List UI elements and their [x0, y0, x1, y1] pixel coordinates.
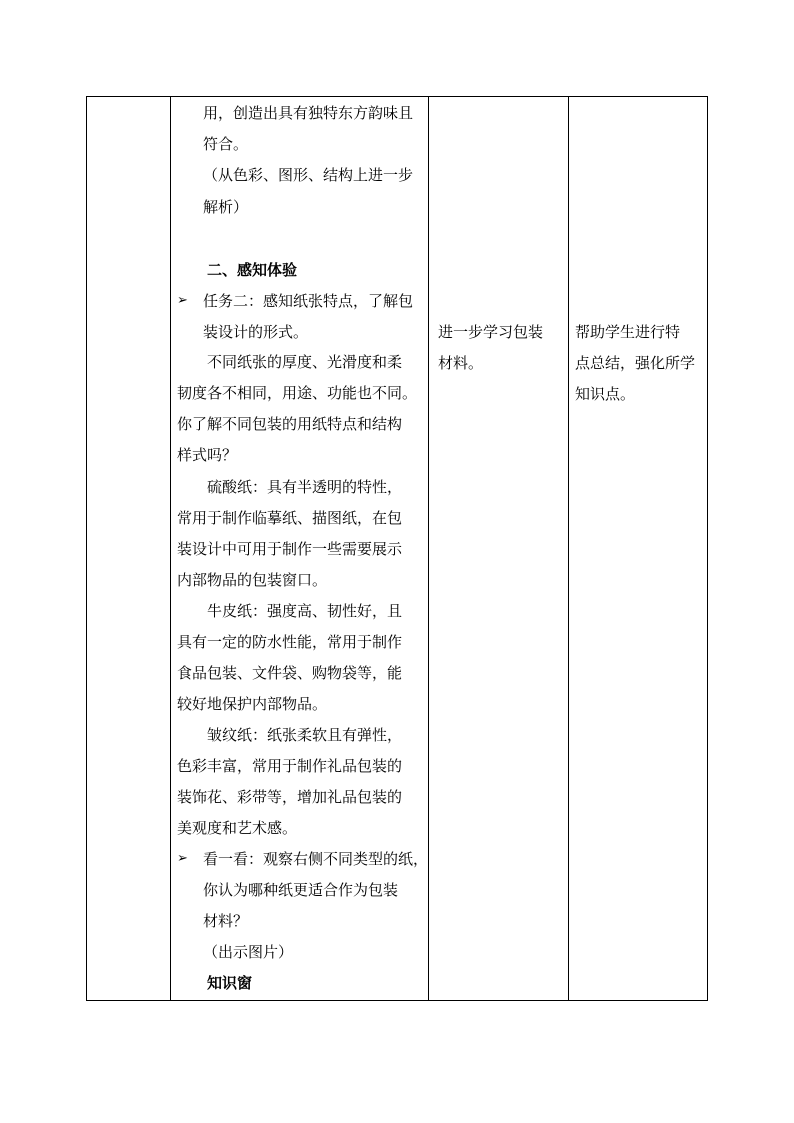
content-line: 牛皮纸：强度高、韧性好，且: [207, 602, 403, 620]
content-line: 不同纸张的厚度、光滑度和柔: [207, 353, 403, 371]
task-title: 任务二：感知纸张特点，了解包: [203, 292, 414, 310]
bullet-arrow-icon: ➢: [177, 293, 188, 308]
content-line: 韧度各不相同，用途、功能也不同。: [177, 384, 418, 402]
content-line: 进一步学习包装: [438, 323, 544, 341]
design-intent-cell: [569, 97, 708, 1000]
content-line: 装设计的形式。: [203, 323, 309, 341]
content-line: 美观度和艺术感。: [177, 819, 298, 837]
content-line: 点总结，强化所学: [575, 354, 696, 372]
content-line: （从色彩、图形、结构上进一步: [203, 166, 414, 184]
content-line: 硫酸纸：具有半透明的特性，: [207, 478, 403, 496]
knowledge-window-heading: 知识窗: [207, 974, 253, 992]
content-line: 皱纹纸：纸张柔软且有弹性，: [207, 726, 403, 744]
content-line: 你了解不同包装的用纸特点和结构: [177, 415, 403, 433]
section-heading: 二、感知体验: [207, 261, 298, 279]
student-activity-cell: [429, 97, 568, 1000]
content-line: 看一看：观察右侧不同类型的纸，: [203, 850, 429, 868]
teaching-content-cell: [170, 97, 428, 1000]
content-line: 色彩丰富，常用于制作礼品包装的: [177, 757, 403, 775]
content-line: （出示图片）: [203, 943, 294, 961]
content-line: 材料？: [203, 912, 249, 930]
content-line: 内部物品的包装窗口。: [177, 571, 328, 589]
content-line: 材料。: [438, 354, 484, 372]
content-line: 食品包装、文件袋、购物袋等，能: [177, 664, 403, 682]
bullet-arrow-icon: ➢: [177, 851, 188, 866]
content-line: 装饰花、彩带等，增加礼品包装的: [177, 788, 403, 806]
content-line: 帮助学生进行特: [575, 323, 681, 341]
content-line: 你认为哪种纸更适合作为包装: [203, 881, 399, 899]
content-line: 样式吗？: [177, 446, 238, 464]
content-line: 解析）: [203, 198, 249, 216]
content-line: 装设计中可用于制作一些需要展示: [177, 540, 403, 558]
content-line: 符合。: [203, 135, 249, 153]
content-line: 具有一定的防水性能，常用于制作: [177, 633, 403, 651]
content-line: 用，创造出具有独特东方韵味且: [203, 104, 414, 122]
content-line: 常用于制作临摹纸、描图纸，在包: [177, 509, 403, 527]
content-line: 知识点。: [575, 385, 636, 403]
lesson-plan-table: [86, 96, 708, 1001]
content-line: 较好地保护内部物品。: [177, 695, 328, 713]
